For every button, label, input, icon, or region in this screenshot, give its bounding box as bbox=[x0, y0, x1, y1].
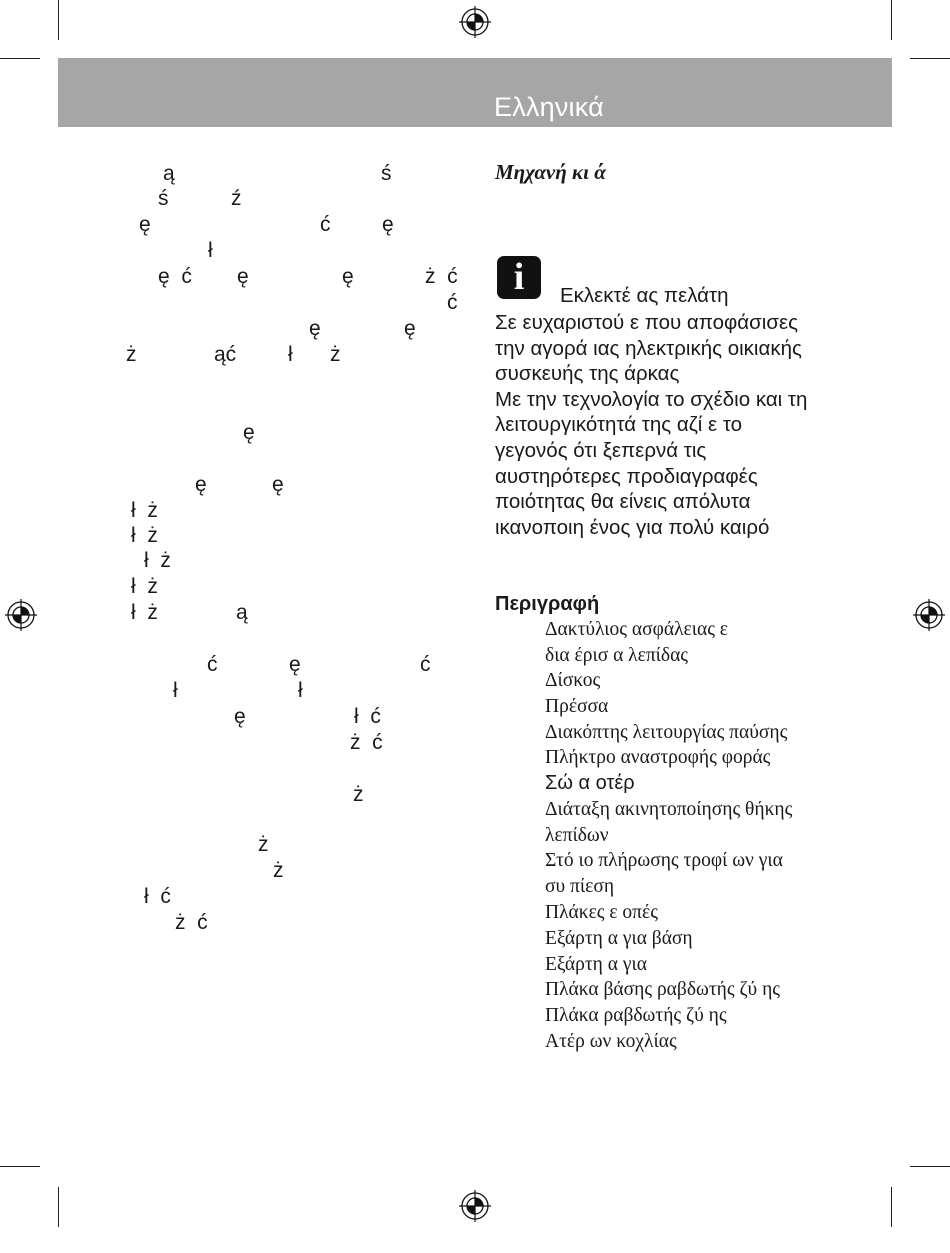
intro-line: Σε ευχαριστού ε που αποφάσισες bbox=[495, 311, 799, 334]
description-heading: Περιγραφή bbox=[495, 593, 600, 615]
intro-line: ικανοποιη ένος για πολύ καιρό bbox=[495, 516, 770, 539]
list-item: δια έρισ α λεπίδας bbox=[545, 645, 689, 666]
text-fragment: ż bbox=[353, 783, 364, 806]
list-item: λεπίδων bbox=[545, 825, 609, 846]
list-item: Στό ιο πλήρωσης τροφί ων για bbox=[545, 850, 783, 871]
text-fragment: ż bbox=[330, 343, 341, 366]
crop-mark bbox=[0, 1166, 40, 1167]
text-fragment: ę bbox=[243, 421, 255, 444]
list-item: Διακόπτης λειτουργίας παύσης bbox=[545, 722, 788, 743]
text-fragment: ę bbox=[139, 213, 151, 236]
text-fragment: ę bbox=[382, 213, 394, 236]
text-fragment: ś bbox=[158, 187, 169, 210]
text-fragment: ę bbox=[237, 265, 249, 288]
registration-mark-icon bbox=[5, 599, 37, 631]
text-fragment: ł ć bbox=[144, 885, 171, 908]
text-fragment: ż ć bbox=[425, 265, 458, 288]
list-item: Ατέρ ων κοχλίας bbox=[545, 1031, 677, 1052]
text-fragment: ąć bbox=[214, 343, 237, 366]
greeting: Εκλεκτέ ας πελάτη bbox=[560, 284, 729, 307]
intro-line: γεγονός ότι ξεπερνά τις bbox=[495, 439, 707, 462]
text-fragment: ł ż bbox=[131, 575, 158, 598]
text-fragment: ł ż bbox=[131, 601, 158, 624]
header-band bbox=[58, 58, 892, 127]
text-fragment: ś bbox=[381, 162, 392, 185]
text-fragment: ę bbox=[342, 265, 354, 288]
registration-mark-icon bbox=[459, 1190, 491, 1222]
text-fragment: ł bbox=[173, 679, 178, 702]
text-fragment: ł ż bbox=[131, 524, 158, 547]
text-fragment: ć bbox=[447, 291, 458, 314]
text-fragment: ł ż bbox=[131, 499, 158, 522]
crop-mark bbox=[58, 0, 59, 40]
registration-mark-icon bbox=[913, 599, 945, 631]
text-fragment: ż ć bbox=[175, 911, 208, 934]
text-fragment: ż bbox=[258, 833, 269, 856]
intro-line: αυστηρότερες προδιαγραφές bbox=[495, 465, 758, 488]
text-fragment: ę bbox=[289, 653, 301, 676]
text-fragment: ę ć bbox=[158, 265, 192, 288]
text-fragment: ć bbox=[420, 653, 431, 676]
list-item: Πλήκτρο αναστροφής φοράς bbox=[545, 747, 771, 768]
text-fragment: ź bbox=[231, 187, 242, 210]
list-item: Δακτύλιος ασφάλειας ε bbox=[545, 619, 728, 640]
text-fragment: ł ć bbox=[354, 705, 381, 728]
text-fragment: ę bbox=[195, 473, 207, 496]
text-fragment: ę bbox=[272, 473, 284, 496]
text-fragment: ę bbox=[309, 317, 321, 340]
list-item: Εξάρτη α για βάση bbox=[545, 928, 693, 949]
text-fragment: ę bbox=[404, 317, 416, 340]
text-fragment: ć bbox=[320, 213, 331, 236]
text-fragment: ł bbox=[298, 679, 303, 702]
list-item: Σώ α οτέρ bbox=[545, 772, 635, 794]
crop-mark bbox=[891, 0, 892, 40]
text-fragment: ą bbox=[163, 162, 175, 185]
list-item: Διάταξη ακινητοποίησης θήκης bbox=[545, 799, 793, 820]
list-item: Δίσκος bbox=[545, 670, 601, 691]
list-item: Πλάκα ραβδωτής ζύ ης bbox=[545, 1005, 727, 1026]
list-item: Πλάκα βάσης ραβδωτής ζύ ης bbox=[545, 979, 780, 1000]
intro-line: Με την τεχνολογία το σχέδιο και τη bbox=[495, 388, 808, 411]
product-name: Μηχανή κι ά bbox=[495, 160, 606, 184]
intro-line: συσκευής της άρκας bbox=[495, 362, 680, 385]
crop-mark bbox=[910, 1166, 950, 1167]
language-title: Ελληνικά bbox=[494, 92, 604, 122]
list-item: Εξάρτη α για bbox=[545, 954, 647, 975]
intro-line: την αγορά ιας ηλεκτρικής οικιακής bbox=[495, 337, 802, 360]
list-item: Πλάκες ε οπές bbox=[545, 902, 658, 923]
crop-mark bbox=[58, 1187, 59, 1227]
text-fragment: ż bbox=[126, 343, 137, 366]
text-fragment: ż bbox=[273, 859, 284, 882]
text-fragment: ł ż bbox=[144, 549, 171, 572]
text-fragment: ł bbox=[208, 239, 213, 262]
registration-mark-icon bbox=[459, 6, 491, 38]
crop-mark bbox=[891, 1187, 892, 1227]
intro-line: λειτουργικότητά της αζί ε το bbox=[495, 413, 743, 436]
crop-mark bbox=[0, 58, 40, 59]
text-fragment: ł bbox=[288, 343, 293, 366]
intro-line: ποιότητας θα είνεις απόλυτα bbox=[495, 490, 751, 513]
text-fragment: ą bbox=[236, 601, 248, 624]
crop-mark bbox=[910, 58, 950, 59]
text-fragment: ć bbox=[207, 653, 218, 676]
list-item: Πρέσσα bbox=[545, 696, 609, 717]
info-icon: i bbox=[497, 256, 541, 299]
text-fragment: ż ć bbox=[350, 731, 383, 754]
list-item: συ πίεση bbox=[545, 876, 615, 897]
text-fragment: ę bbox=[234, 705, 246, 728]
